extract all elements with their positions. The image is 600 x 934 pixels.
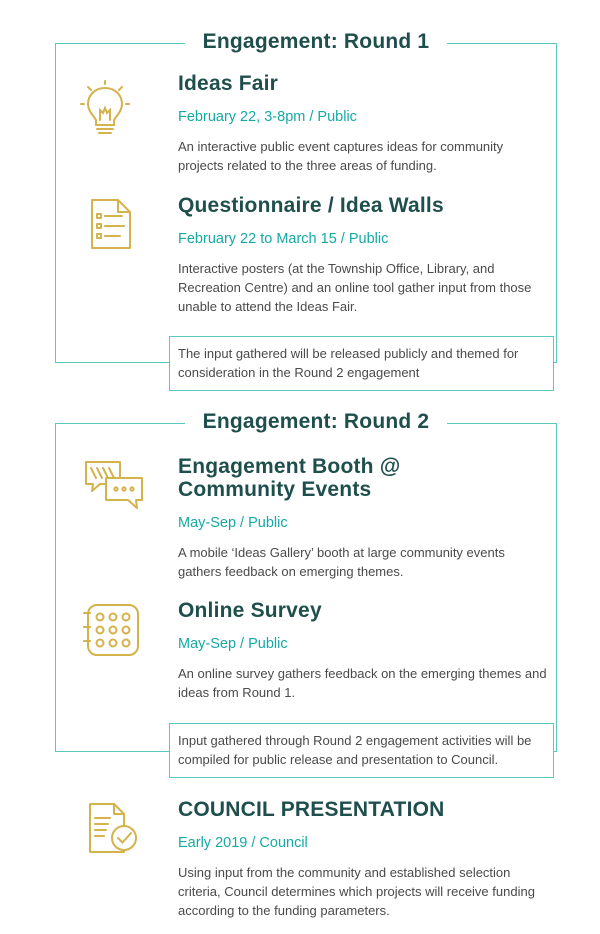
- ideas-fair-description: An interactive public event captures ideas for community projects related to the three areas of funding.: [178, 139, 504, 173]
- questionnaire-description: Interactive posters (at the Township Office, Library, and Recreation Centre) and an online tool gather input from those unable to attend the Ideas Fair.: [178, 261, 532, 314]
- online-survey-title: Online Survey: [178, 599, 322, 622]
- questionnaire-title: Questionnaire / Idea Walls: [178, 194, 444, 217]
- council-description: Using input from the community and established selection criteria, Council determines which projects will receive funding according to the funding parameters.: [178, 865, 535, 918]
- online-survey-date: May-Sep / Public: [178, 636, 288, 652]
- engagement-booth-item: [178, 455, 558, 581]
- round2-title: Engagement: Round 2: [185, 409, 447, 435]
- council-title: COUNCIL PRESENTATION: [178, 798, 445, 821]
- speech-bubbles-icon: [82, 458, 146, 512]
- round1-title: Engagement: Round 1: [185, 29, 447, 55]
- online-survey-description: An online survey gathers feedback on the emerging themes and ideas from Round 1.: [178, 666, 547, 700]
- survey-grid-icon: [82, 601, 142, 659]
- engagement-booth-description: A mobile ‘Ideas Gallery’ booth at large community events gathers feedback on emerging themes.: [178, 545, 505, 579]
- document-form-icon: [86, 196, 136, 252]
- questionnaire-date: February 22 to March 15 / Public: [178, 231, 389, 247]
- council-presentation-item: [178, 798, 558, 920]
- lightbulb-icon: [80, 80, 130, 138]
- engagement-booth-date: May-Sep / Public: [178, 515, 288, 531]
- round1-note: The input gathered will be released publicly and themed for consideration in the Round 2 engagement: [169, 336, 554, 391]
- online-survey-item: [178, 599, 558, 702]
- ideas-fair-date: February 22, 3-8pm / Public: [178, 109, 357, 125]
- questionnaire-item: [178, 194, 558, 316]
- document-checkmark-icon: [84, 800, 140, 856]
- round2-note: Input gathered through Round 2 engagement activities will be compiled for public release and presentation to Council.: [169, 723, 554, 778]
- ideas-fair-title: Ideas Fair: [178, 72, 279, 95]
- engagement-booth-title: Engagement Booth @ Community Events: [178, 455, 401, 501]
- ideas-fair-item: [178, 72, 558, 175]
- council-date: Early 2019 / Council: [178, 835, 308, 851]
